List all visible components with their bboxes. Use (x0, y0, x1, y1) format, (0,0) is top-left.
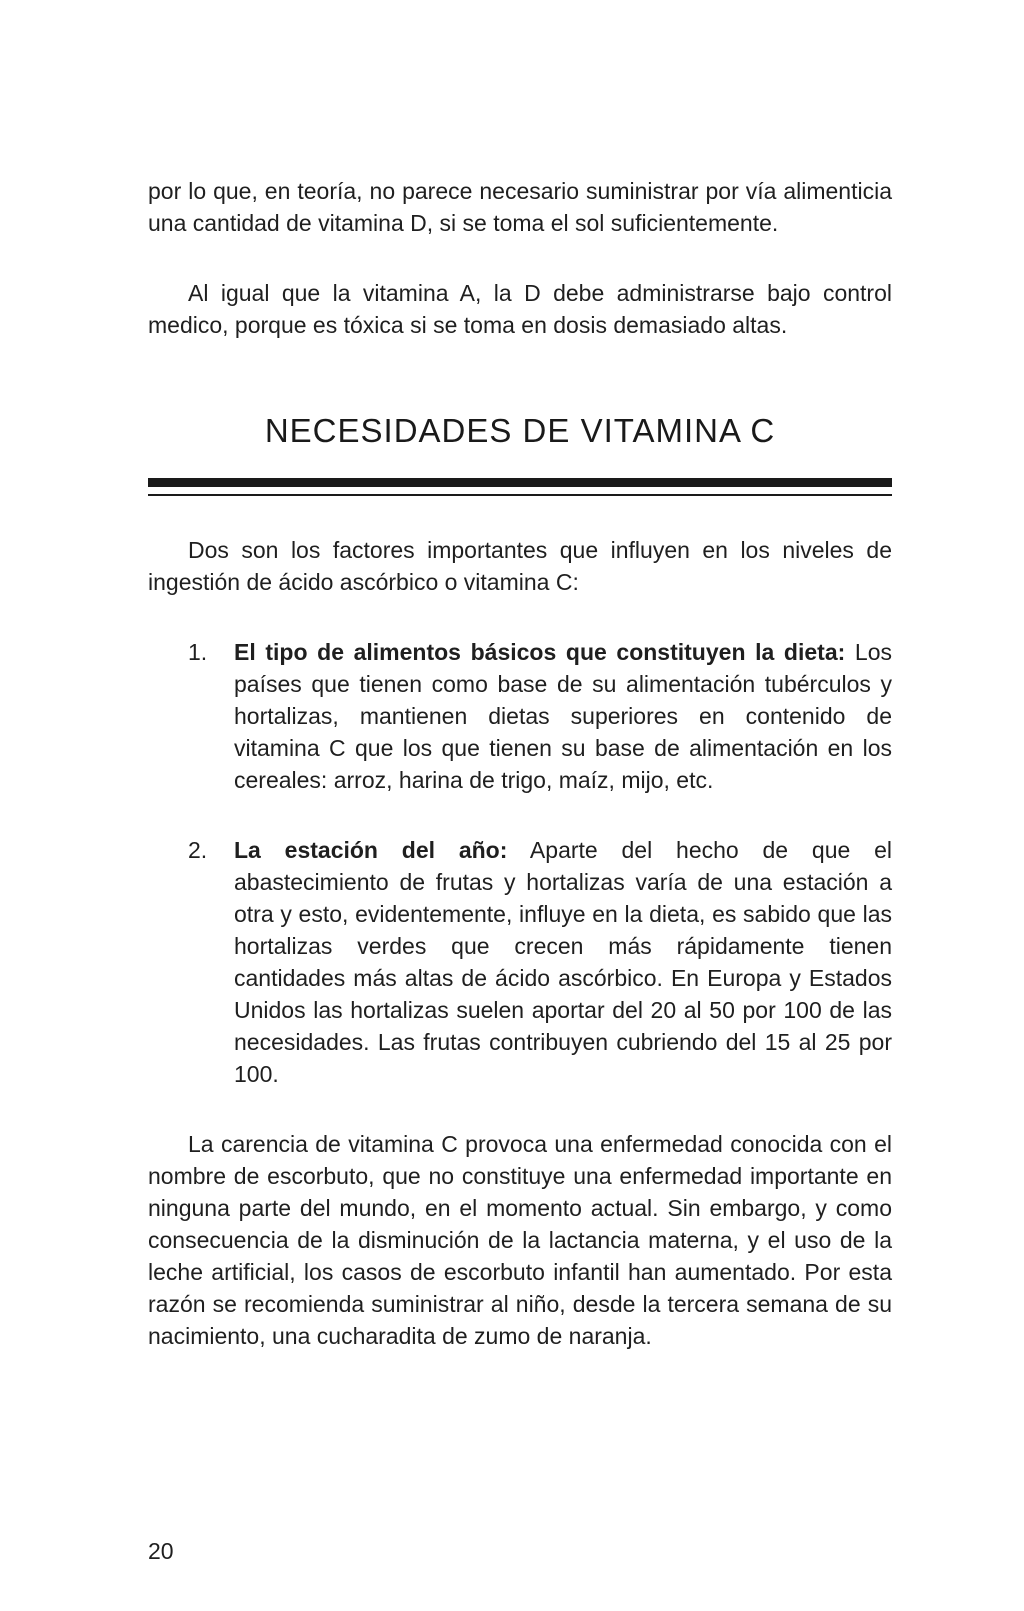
list-item (148, 636, 892, 796)
paragraph-scurvy: La carencia de vitamina C provoca una enfermedad conocida con el nombre de escorbuto, que no constituye una enfermedad importante en ninguna parte del mundo, en el momento actual. Sin embargo, y como consecuencia de la disminución de la lactancia materna, y el uso de la leche artificial, los casos de escorbuto infantil han aumentado. Por esta razón se recomienda suministrar al niño, desde la tercera semana de su nacimiento, una cucharadita de zumo de naranja. (148, 1131, 892, 1349)
page-body (148, 175, 892, 1352)
list-item-text: Los países que tienen como base de su alimentación tubérculos y hortalizas, mantienen dietas superiores en contenido de vitamina C que los que tienen su base de alimentación en los cereales: arroz, harina de trigo, maíz, mijo, etc. (234, 639, 892, 793)
heading-rule-thin (148, 494, 892, 496)
list-item-number: 1. (188, 639, 208, 665)
list-item (148, 834, 892, 1090)
page-number: 20 (148, 1538, 174, 1564)
factor-list (148, 636, 892, 1090)
list-item-lead: El tipo de alimentos básicos que constituyen la dieta: (234, 639, 846, 665)
list-item-number: 2. (188, 837, 208, 863)
section-intro: Dos son los factores importantes que influyen en los niveles de ingestión de ácido ascórbico o vitamina C: (148, 537, 892, 595)
section-heading: NECESIDADES DE VITAMINA C (264, 412, 776, 449)
list-item-text: Aparte del hecho de que el abastecimiento de frutas y hortalizas varía de una estación a otra y esto, evidentemente, influye en la dieta, es sabido que las hortalizas verdes que crecen más rápidamente tienen cantidades más altas de ácido ascórbico. En Europa y Estados Unidos las hortalizas suelen aportar del 20 al 50 por 100 de las necesidades. Las frutas contribuyen cubriendo del 15 al 25 por 100. (234, 837, 892, 1087)
paragraph-vitamin-d-sun: por lo que, en teoría, no parece necesario suministrar por vía alimenticia una cantidad de vitamina D, si se toma el sol suficientemente. (148, 178, 892, 236)
paragraph-vitamin-d-toxicity: Al igual que la vitamina A, la D debe administrarse bajo control medico, porque es tóxica si se toma en dosis demasiado altas. (148, 280, 892, 338)
heading-rule-thick (148, 478, 892, 487)
list-item-lead: La estación del año: (234, 837, 508, 863)
